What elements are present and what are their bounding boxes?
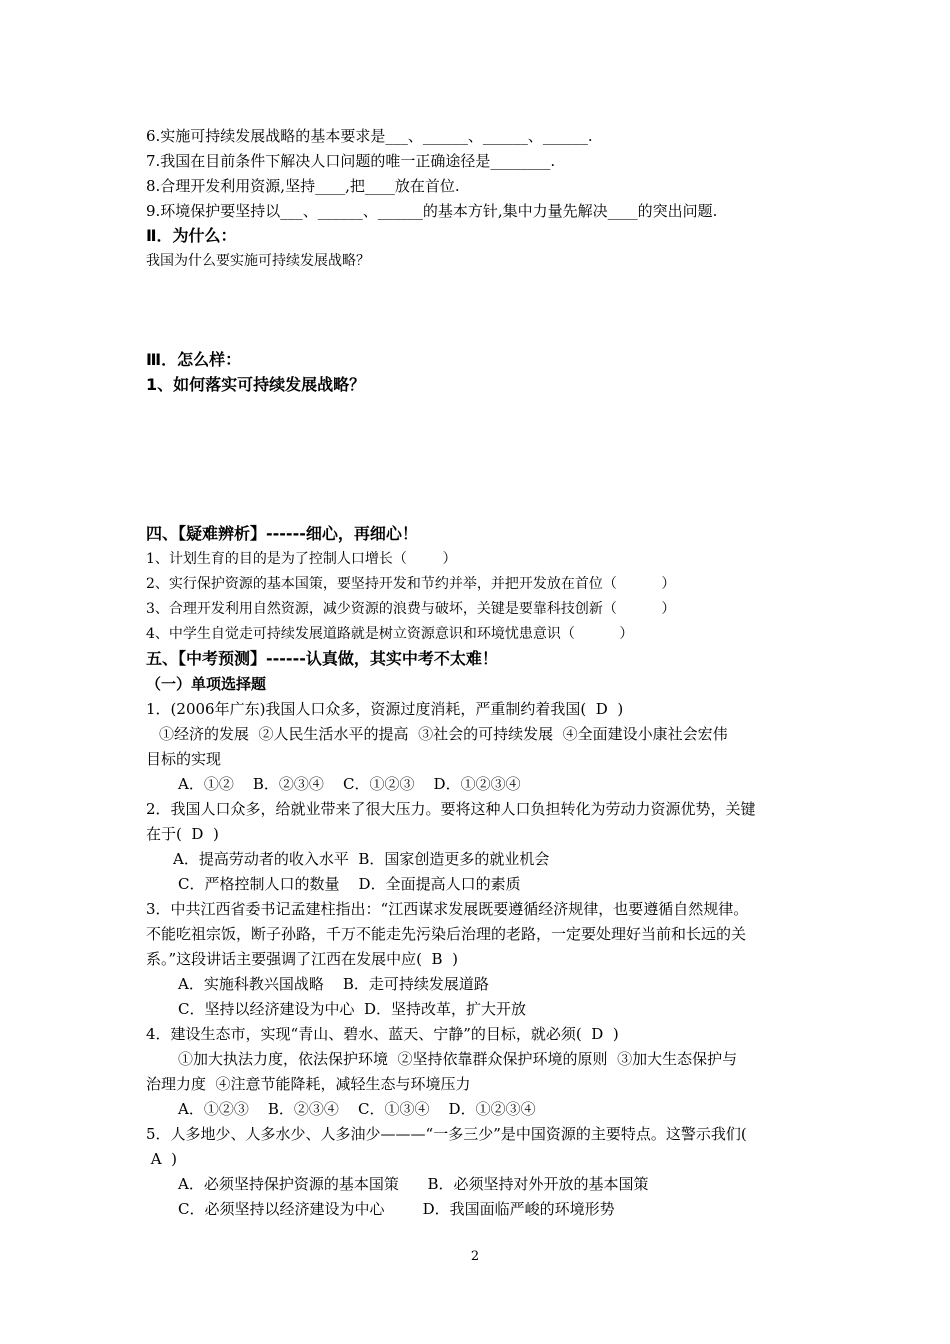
section-heading-exam: 五、【中考预测】------认真做，其实中考不太难！ xyxy=(146,649,498,668)
mcq-5-options-row2: C．必须坚持以经济建设为中心 D．我国面临严峻的环境形势 xyxy=(178,1200,615,1218)
judgement-item-4: 4、中学生自觉走可持续发展道路就是树立资源意识和环境忧患意识（ ） xyxy=(146,626,634,642)
mcq-1-items-cont: 目标的实现 xyxy=(146,750,222,768)
mcq-5-options-row1: A．必须坚持保护资源的基本国策 B．必须坚持对外开放的基本国策 xyxy=(178,1175,649,1193)
judgement-item-3: 3、合理开发利用自然资源，减少资源的浪费与破坏，关键是要靠科技创新（ ） xyxy=(146,601,676,617)
section-heading-analysis: 四、【疑难辨析】------细心，再细心！ xyxy=(146,524,418,543)
fill-blank-question-9: 9.环境保护要坚持以___、______、______的基本方针,集中力量先解决____的突出问题. xyxy=(146,202,718,220)
judgement-item-2: 2、实行保护资源的基本国策，要坚持开发和节约并举，并把开发放在首位（ ） xyxy=(146,576,676,592)
mcq-3-stem-cont2: 系。”这段讲话主要强调了江西在发展中应( B ) xyxy=(146,950,458,968)
subsection-single-choice: （一）单项选择题 xyxy=(146,675,267,693)
how-question-1: 1、如何落实可持续发展战略？ xyxy=(146,375,366,394)
mcq-2-options-row2: C．严格控制人口的数量 D．全面提高人口的素质 xyxy=(178,875,521,893)
mcq-1-stem: 1．(2006年广东)我国人口众多，资源过度消耗，严重制约着我国( D ) xyxy=(146,700,624,718)
mcq-5-stem: 5．人多地少、人多水少、人多油少———“一多三少”是中国资源的主要特点。这警示我们( xyxy=(146,1125,747,1143)
mcq-4-stem: 4．建设生态市，实现“青山、碧水、蓝天、宁静”的目标，就必须( D ) xyxy=(146,1025,619,1043)
mcq-3-options-row2: C．坚持以经济建设为中心 D．坚持改革，扩大开放 xyxy=(178,1000,527,1018)
section-heading-why: Ⅱ．为什么： xyxy=(146,226,237,245)
fill-blank-question-7: 7.我国在目前条件下解决人口问题的唯一正确途径是________. xyxy=(146,152,556,170)
judgement-item-1: 1、计划生育的目的是为了控制人口增长（ ） xyxy=(146,551,457,567)
mcq-2-options-row1: A．提高劳动者的收入水平 B．国家创造更多的就业机会 xyxy=(173,850,550,868)
mcq-2-stem-cont: 在于( D ) xyxy=(146,825,219,843)
why-question: 我国为什么要实施可持续发展战略？ xyxy=(146,253,370,269)
mcq-3-stem-cont: 不能吃祖宗饭，断子孙路，千万不能走先污染后治理的老路，一定要处理好当前和长远的关 xyxy=(146,925,747,943)
mcq-4-items-cont: 治理力度 ④注意节能降耗，减轻生态与环境压力 xyxy=(146,1075,471,1093)
mcq-4-options: A．①②③ B．②③④ C．①③④ D．①②③④ xyxy=(178,1100,536,1118)
page-number: 2 xyxy=(470,1249,480,1264)
mcq-5-answer: A ) xyxy=(146,1150,177,1168)
mcq-1-items: ①经济的发展 ②人民生活水平的提高 ③社会的可持续发展 ④全面建设小康社会宏伟 xyxy=(159,725,728,743)
mcq-3-options-row1: A．实施科教兴国战略 B．走可持续发展道路 xyxy=(178,975,489,993)
mcq-2-stem: 2．我国人口众多，给就业带来了很大压力。要将这种人口负担转化为劳动力资源优势，关键 xyxy=(146,800,756,818)
section-heading-how: Ⅲ．怎么样： xyxy=(146,350,242,369)
fill-blank-question-6: 6.实施可持续发展战略的基本要求是___、______、______、______. xyxy=(146,127,593,145)
mcq-4-items: ①加大执法力度，依法保护环境 ②坚持依靠群众保护环境的原则 ③加大生态保护与 xyxy=(178,1050,738,1068)
fill-blank-question-8: 8.合理开发利用资源,坚持____,把____放在首位. xyxy=(146,177,460,195)
mcq-1-options: A．①② B．②③④ C．①②③ D．①②③④ xyxy=(178,775,521,793)
mcq-3-stem: 3．中共江西省委书记孟建柱指出：“江西谋求发展既要遵循经济规律，也要遵循自然规律。 xyxy=(146,900,749,918)
